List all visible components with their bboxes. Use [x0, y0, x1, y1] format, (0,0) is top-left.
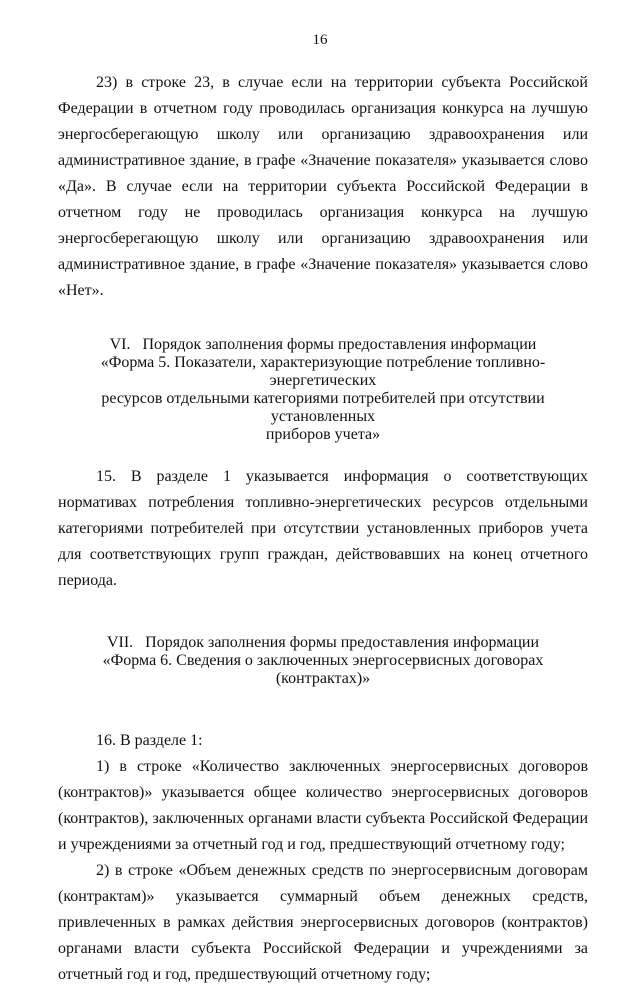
section-6-heading-line-1: VI. Порядок заполнения формы предоставления информации — [109, 336, 537, 353]
page-number: 16 — [312, 32, 328, 48]
page-content — [58, 70, 588, 988]
paragraph-16-item-2: 2) в строке «Объем денежных средств по энергосервисным договорам (контрактам)» указывается суммарный объем денежных средств, привлеченных в рамках действия энергосервисных договоров (контрактов) органами власти субъекта Российской Федерации и учреждениями за отчетный год и год, предшествующий отчетному году; — [58, 862, 588, 983]
paragraph-15: 15. В разделе 1 указывается информация о соответствующих нормативах потребления топливно-энергетических ресурсов отдельными категориями потребителей при отсутствии установленных приборов учета для соответствующих групп граждан, действовавших на конец отчетного периода. — [58, 468, 588, 589]
section-6-heading-line-3: ресурсов отдельными категориями потребителей при отсутствии установленных — [101, 390, 545, 425]
section-6-heading-line-2: «Форма 5. Показатели, характеризующие потребление топливно-энергетических — [100, 354, 546, 389]
section-7-heading-line-2: «Форма 6. Сведения о заключенных энергосервисных договорах (контрактах)» — [102, 652, 544, 687]
section-7-heading-line-1: VII. Порядок заполнения формы предоставления информации — [106, 634, 540, 651]
section-6-heading — [58, 336, 588, 444]
paragraph-item-23: 23) в строке 23, в случае если на территории субъекта Российской Федерации в отчетном году проводилась организация конкурса на лучшую энергосберегающую школу или организацию здравоохранения или административное здание, в графе «Значение показателя» указывается слово «Да». В случае если на территории субъекта Российской Федерации в отчетном году не проводилась организация конкурса на лучшую энергосберегающую школу или организацию здравоохранения или административное здание, в графе «Значение показателя» указывается слово «Нет». — [58, 74, 588, 299]
section-6-heading-line-4: приборов учета» — [265, 426, 381, 443]
paragraph-16: 16. В разделе 1: — [96, 732, 203, 749]
section-7-heading — [58, 634, 588, 688]
paragraph-16-item-1: 1) в строке «Количество заключенных энергосервисных договоров (контрактов)» указывается общее количество энергосервисных договоров (контрактов), заключенных органами власти субъекта Российской Федерации и учреждениями за отчетный год и год, предшествующий отчетному году; — [58, 758, 588, 853]
